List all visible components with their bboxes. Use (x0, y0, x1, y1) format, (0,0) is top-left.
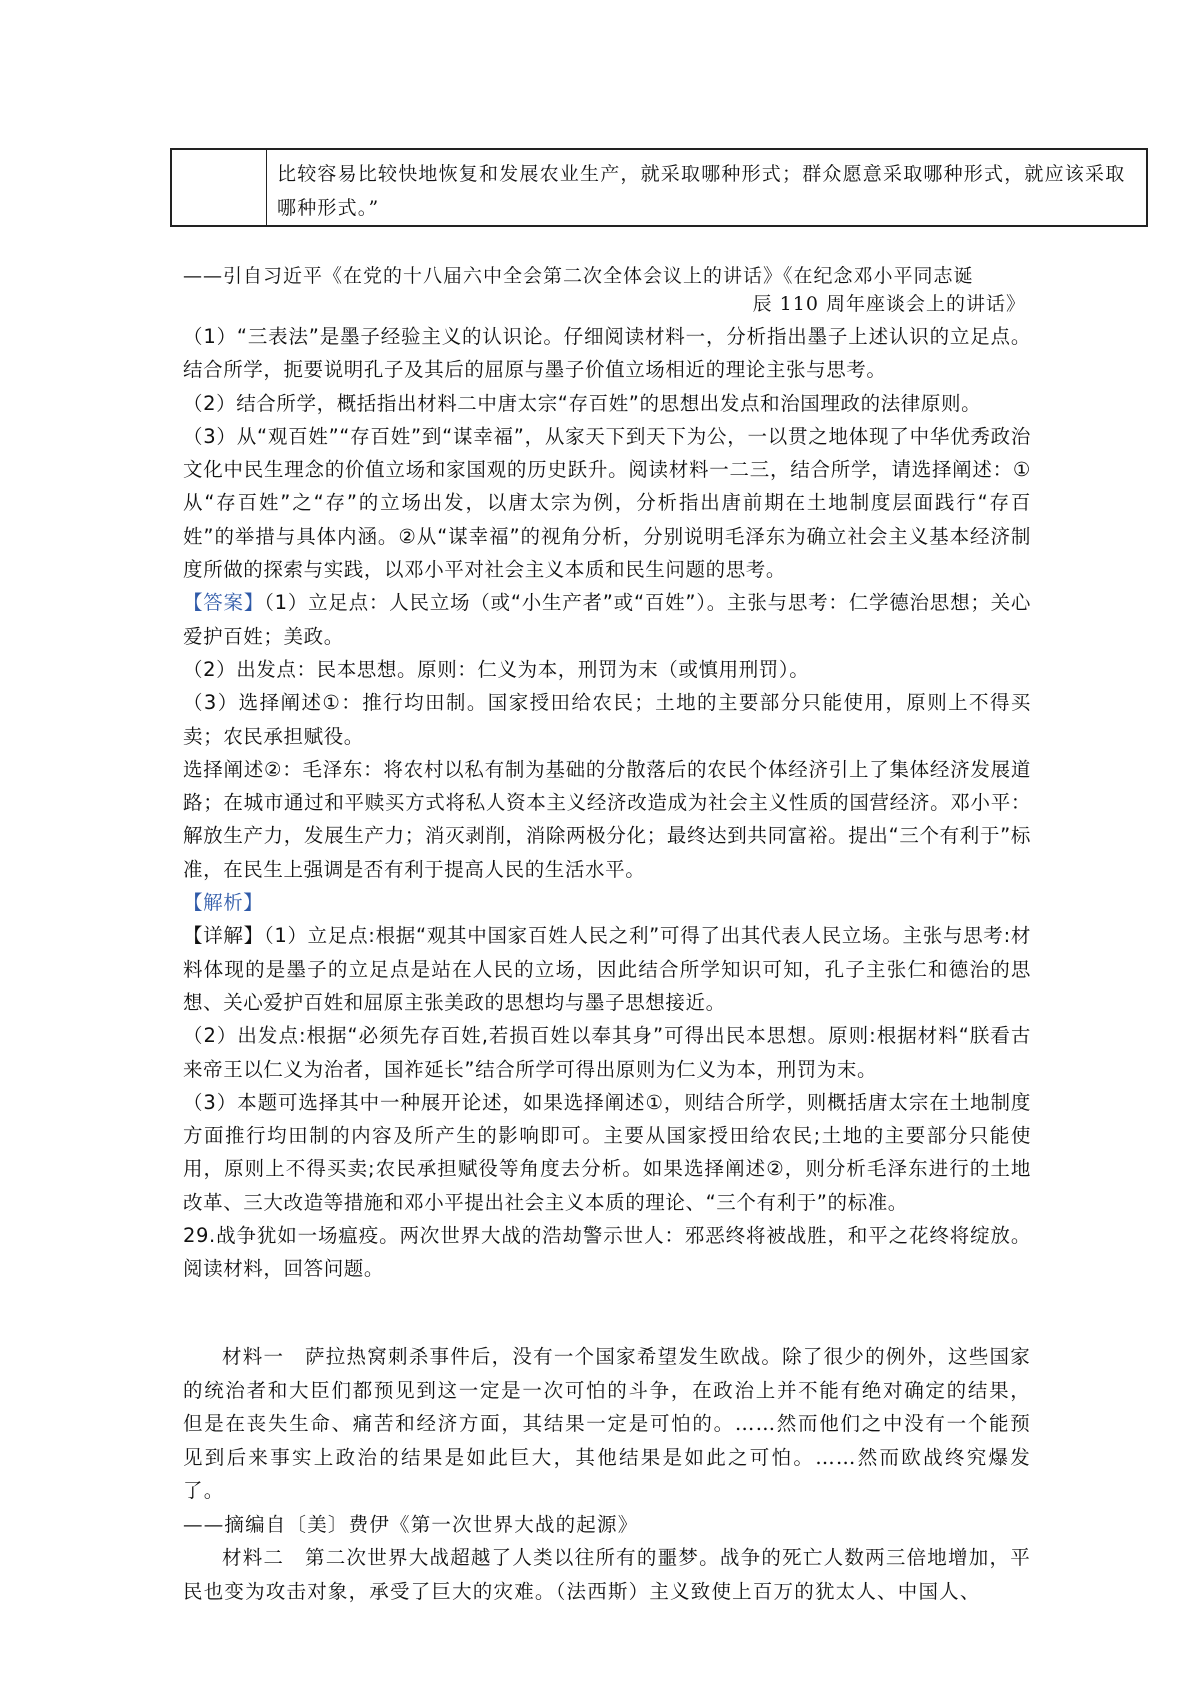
detail-text-1: （1）立足点:根据“观其中国家百姓人民之利”可得了出其代表人民立场。主张与思考:材料体现的是墨子的立足点是站在人民的立场，因此结合所学知识可知，孔子主张仁和德治的思想、关心爱护百姓和屈原主张美政的思想均与墨子思想接近。 (183, 924, 1031, 1014)
question-1: （1）“三表法”是墨子经验主义的认识论。仔细阅读材料一，分析指出墨子上述认识的立足点。结合所学，扼要说明孔子及其后的屈原与墨子价值立场相近的理论主张与思考。 (183, 325, 1031, 382)
source-citation-line-2: 辰 110 周年座谈会上的讲话》 (752, 293, 1026, 315)
analysis-label: 【解析】 (183, 891, 264, 915)
analysis-heading (183, 886, 1031, 919)
answer-line-1 (183, 586, 1031, 653)
material-1-source: ——摘编自〔美〕费伊《第一次世界大战的起源》 (183, 1512, 639, 1536)
question-29-stem: 29.战争犹如一场瘟疫。两次世界大战的浩劫警示世人：邪恶终将被战胜，和平之花终将绽放。阅读材料，回答问题。 (183, 1224, 1031, 1281)
answer-text-1: （1）立足点：人民立场（或“小生产者”或“百姓”）。主张与思考：仁学德治思想；关心爱护百姓；美政。 (183, 591, 1031, 648)
answer-line-2: （2）出发点：民本思想。原则：仁义为本，刑罚为末（或慎用刑罚）。 (183, 657, 810, 681)
question-3: （3）从“观百姓”“存百姓”到“谋幸福”，从家天下到天下为公，一以贯之地体现了中华优秀政治文化中民生理念的价值立场和家国观的历史跃升。阅读材料一二三，结合所学，请选择阐述：①从“存百姓”之“存”的立场出发，以唐太宗为例，分析指出唐前期在土地制度层面践行“存百姓”的举措与具体内涵。②从“谋幸福”的视角分析，分别说明毛泽东为确立社会主义基本经济制度所做的探索与实践，以邓小平对社会主义本质和民生问题的思考。 (183, 424, 1031, 582)
table-label-cell (172, 150, 267, 225)
question-2: （2）结合所学，概括指出材料二中唐太宗“存百姓”的思想出发点和治国理政的法律原则。 (183, 391, 982, 415)
detail-line-1 (183, 919, 1031, 1019)
source-citation-line-1: ——引自习近平《在党的十八届六中全会第二次全体会议上的讲话》《在纪念邓小平同志诞 (183, 265, 974, 287)
answer-line-3: （3）选择阐述①：推行均田制。国家授田给农民；土地的主要部分只能使用，原则上不得买卖；农民承担赋役。 (183, 691, 1031, 748)
answer-line-4: 选择阐述②：毛泽东：将农村以私有制为基础的分散落后的农民个体经济引上了集体经济发展道路；在城市通过和平赎买方式将私人资本主义经济改造成为社会主义性质的国营经济。邓小平：解放生产力，发展生产力；消灭剥削，消除两极分化；最终达到共同富裕。提出“三个有利于”标准，在民生上强调是否有利于提高人民的生活水平。 (183, 757, 1031, 881)
answer-label: 【答案】 (183, 591, 265, 615)
detail-line-2: （2）出发点:根据“必须先存百姓,若损百姓以奉其身”可得出民本思想。原则:根据材料“朕看古来帝王以仁义为治者，国祚延长”结合所学可得出原则为仁义为本，刑罚为末。 (183, 1024, 1031, 1081)
question-and-answer-block (183, 320, 1031, 1286)
table-content-cell: 比较容易比较快地恢复和发展农业生产，就采取哪种形式；群众愿意采取哪种形式，就应该采取哪种形式。” (277, 163, 1126, 219)
material-2: 材料二 第二次世界大战超越了人类以往所有的噩梦。战争的死亡人数两三倍地增加，平民也变为攻击对象，承受了巨大的灾难。（法西斯）主义致使上百万的犹太人、中国人、 (183, 1546, 1031, 1603)
detail-line-3: （3）本题可选择其中一种展开论述，如果选择阐述①，则结合所学，则概括唐太宗在土地制度方面推行均田制的内容及所产生的影响即可。主要从国家授田给农民;土地的主要部分只能使用，原则上不得买卖;农民承担赋役等角度去分析。如果选择阐述②，则分析毛泽东进行的土地改革、三大改造等措施和邓小平提出社会主义本质的理论、“三个有利于”的标准。 (183, 1090, 1031, 1214)
material-table (170, 148, 1148, 227)
material-1: 材料一 萨拉热窝刺杀事件后，没有一个国家希望发生欧战。除了很少的例外，这些国家的统治者和大臣们都预见到这一定是一次可怕的斗争，在政治上并不能有绝对确定的结果，但是在丧失生命、痛苦和经济方面，其结果一定是可怕的。……然而他们之中没有一个能预见到后来事实上政治的结果是如此巨大，其他结果是如此之可怕。……然而欧战终究爆发了。 (183, 1345, 1031, 1502)
detail-label: 【详解】 (183, 924, 264, 948)
question-29-materials (183, 1340, 1031, 1608)
